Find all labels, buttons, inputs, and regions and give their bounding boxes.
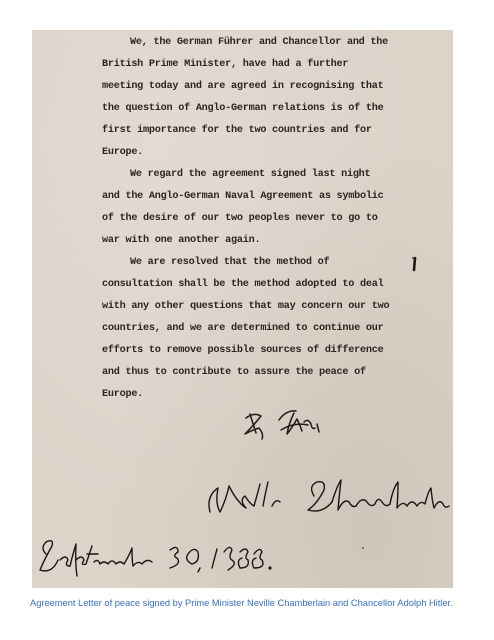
- text-line: We, the German Führer and Chancellor and the: [130, 37, 388, 48]
- text-line: war with one another again.: [102, 235, 261, 246]
- paper-speck: [412, 257, 414, 259]
- text-line: first importance for the two countries and for: [102, 125, 372, 136]
- text-line: British Prime Minister, have had a further: [102, 59, 349, 70]
- text-line: meeting today and are agreed in recognising that: [102, 81, 384, 92]
- handwritten-date: [40, 541, 271, 576]
- chamberlain-signature: [209, 480, 449, 512]
- paper-speck: [362, 547, 364, 549]
- text-line: efforts to remove possible sources of difference: [102, 345, 384, 356]
- hitler-signature: [245, 411, 319, 439]
- text-line: of the desire of our two peoples never to go to: [102, 213, 378, 224]
- text-line: and the Anglo-German Naval Agreement as symbolic: [102, 191, 384, 202]
- text-line: consultation shall be the method adopted to deal: [102, 279, 384, 290]
- agreement-document: [32, 30, 453, 588]
- handwriting-layer: [32, 30, 453, 588]
- text-line: Europe.: [102, 389, 144, 400]
- image-caption: Agreement Letter of peace signed by Prime Minister Neville Chamberlain and Chancellor Adolph Hitler.: [30, 598, 453, 608]
- text-line: and thus to contribute to assure the peace of: [102, 367, 366, 378]
- text-line: We regard the agreement signed last night: [130, 169, 371, 180]
- text-line: We are resolved that the method of: [130, 257, 330, 268]
- text-line: countries, and we are determined to continue our: [102, 323, 384, 334]
- margin-mark: [414, 258, 415, 270]
- text-line: with any other questions that may concern our two: [102, 301, 390, 312]
- text-line: the question of Anglo-German relations is of the: [102, 103, 384, 114]
- text-line: Europe.: [102, 147, 144, 158]
